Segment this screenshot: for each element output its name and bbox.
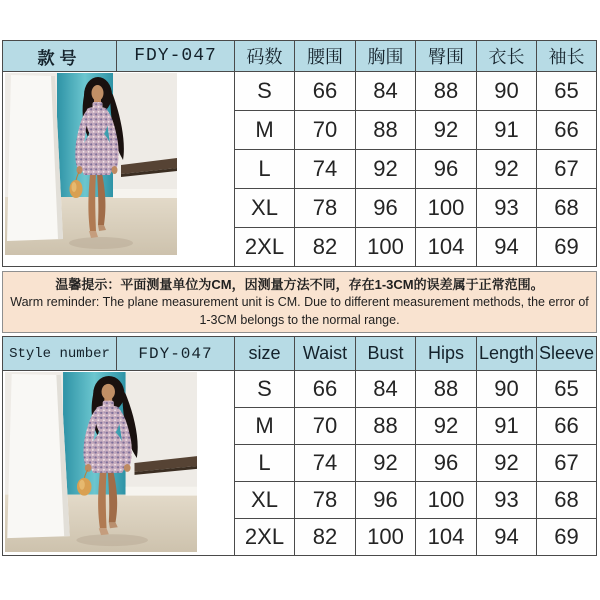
waist-cell: 74 <box>295 150 355 188</box>
sleeve-cell: 66 <box>537 111 596 149</box>
product-photo-cell-top <box>3 72 234 266</box>
col-header-size-zh: 码数 <box>235 41 294 71</box>
sleeve-cell: 67 <box>537 150 596 188</box>
waist-cell: 82 <box>295 228 355 266</box>
length-cell: 94 <box>477 228 536 266</box>
size-cell: M <box>235 111 294 149</box>
size-cell: 2XL <box>235 519 294 555</box>
sleeve-cell: 67 <box>537 445 596 481</box>
style-number-label-zh: 款号 <box>3 41 116 71</box>
bust-cell: 84 <box>356 72 415 110</box>
face <box>102 384 115 400</box>
col-header-size-en: size <box>235 337 294 370</box>
size-cell: XL <box>235 482 294 518</box>
waist-cell: 78 <box>295 482 355 518</box>
face <box>92 85 104 101</box>
sleeve-cell: 68 <box>537 189 596 227</box>
col-header-sleeve-zh: 袖长 <box>537 41 596 71</box>
waist-cell: 74 <box>295 445 355 481</box>
waist-cell: 66 <box>295 72 355 110</box>
sleeve-cell: 66 <box>537 408 596 444</box>
bust-cell: 84 <box>356 371 415 407</box>
hips-cell: 88 <box>416 72 476 110</box>
size-cell: L <box>235 445 294 481</box>
waist-cell: 70 <box>295 408 355 444</box>
waist-cell: 70 <box>295 111 355 149</box>
length-cell: 92 <box>477 150 536 188</box>
length-cell: 93 <box>477 482 536 518</box>
col-header-sleeve-en: Sleeve <box>537 337 596 370</box>
col-header-hips-en: Hips <box>416 337 476 370</box>
sleeve-cell: 65 <box>537 72 596 110</box>
baseboard <box>113 189 177 198</box>
length-cell: 91 <box>477 111 536 149</box>
bust-cell: 100 <box>356 519 415 555</box>
hips-cell: 100 <box>416 482 476 518</box>
bust-cell: 92 <box>356 150 415 188</box>
col-header-bust-en: Bust <box>356 337 415 370</box>
size-table-zh <box>2 40 597 267</box>
bust-cell: 92 <box>356 445 415 481</box>
size-cell: S <box>235 72 294 110</box>
col-header-waist-zh: 腰围 <box>295 41 355 71</box>
floor-shadow <box>69 237 133 249</box>
hips-cell: 88 <box>416 371 476 407</box>
sleeve-cell: 69 <box>537 228 596 266</box>
col-header-waist-en: Waist <box>295 337 355 370</box>
length-cell: 94 <box>477 519 536 555</box>
size-cell: S <box>235 371 294 407</box>
size-cell: XL <box>235 189 294 227</box>
sleeve-cell: 69 <box>537 519 596 555</box>
floor-shadow <box>76 534 147 546</box>
reminder-text-en-line1: Warm reminder: The plane measurement unit is CM. Due to different measurement methods, the error of <box>10 295 589 309</box>
length-cell: 93 <box>477 189 536 227</box>
length-cell: 91 <box>477 408 536 444</box>
length-cell: 90 <box>477 72 536 110</box>
baseboard <box>126 487 197 496</box>
size-cell: 2XL <box>235 228 294 266</box>
col-header-hips-zh: 臀围 <box>416 41 476 71</box>
sleeve-cell: 65 <box>537 371 596 407</box>
bust-cell: 88 <box>356 111 415 149</box>
bust-cell: 100 <box>356 228 415 266</box>
waist-cell: 78 <box>295 189 355 227</box>
col-header-length-zh: 衣长 <box>477 41 536 71</box>
hips-cell: 92 <box>416 111 476 149</box>
hips-cell: 104 <box>416 228 476 266</box>
style-number-value-zh: FDY-047 <box>117 41 234 71</box>
length-cell: 92 <box>477 445 536 481</box>
hips-cell: 104 <box>416 519 476 555</box>
size-table-en <box>2 336 597 556</box>
style-number-label-en: Style number <box>3 337 116 370</box>
waist-cell: 82 <box>295 519 355 555</box>
waist-cell: 66 <box>295 371 355 407</box>
length-cell: 90 <box>477 371 536 407</box>
hips-cell: 100 <box>416 189 476 227</box>
reminder-text-en-line2: 1-3CM belongs to the normal range. <box>199 312 400 327</box>
size-cell: M <box>235 408 294 444</box>
reminder-text-zh: 温馨提示：平面测量单位为CM，因测量方法不同，存在1-3CM的误差属于正常范围。 <box>55 277 544 292</box>
product-photo-cell-bottom <box>3 371 234 555</box>
model-photo <box>5 372 197 552</box>
hips-cell: 96 <box>416 445 476 481</box>
bust-cell: 96 <box>356 189 415 227</box>
warm-reminder-banner <box>2 271 597 333</box>
bust-cell: 88 <box>356 408 415 444</box>
model-photo <box>5 73 177 255</box>
style-number-value-en: FDY-047 <box>117 337 234 370</box>
hips-cell: 96 <box>416 150 476 188</box>
col-header-bust-zh: 胸围 <box>356 41 415 71</box>
bust-cell: 96 <box>356 482 415 518</box>
hips-cell: 92 <box>416 408 476 444</box>
size-cell: L <box>235 150 294 188</box>
sleeve-cell: 68 <box>537 482 596 518</box>
col-header-length-en: Length <box>477 337 536 370</box>
